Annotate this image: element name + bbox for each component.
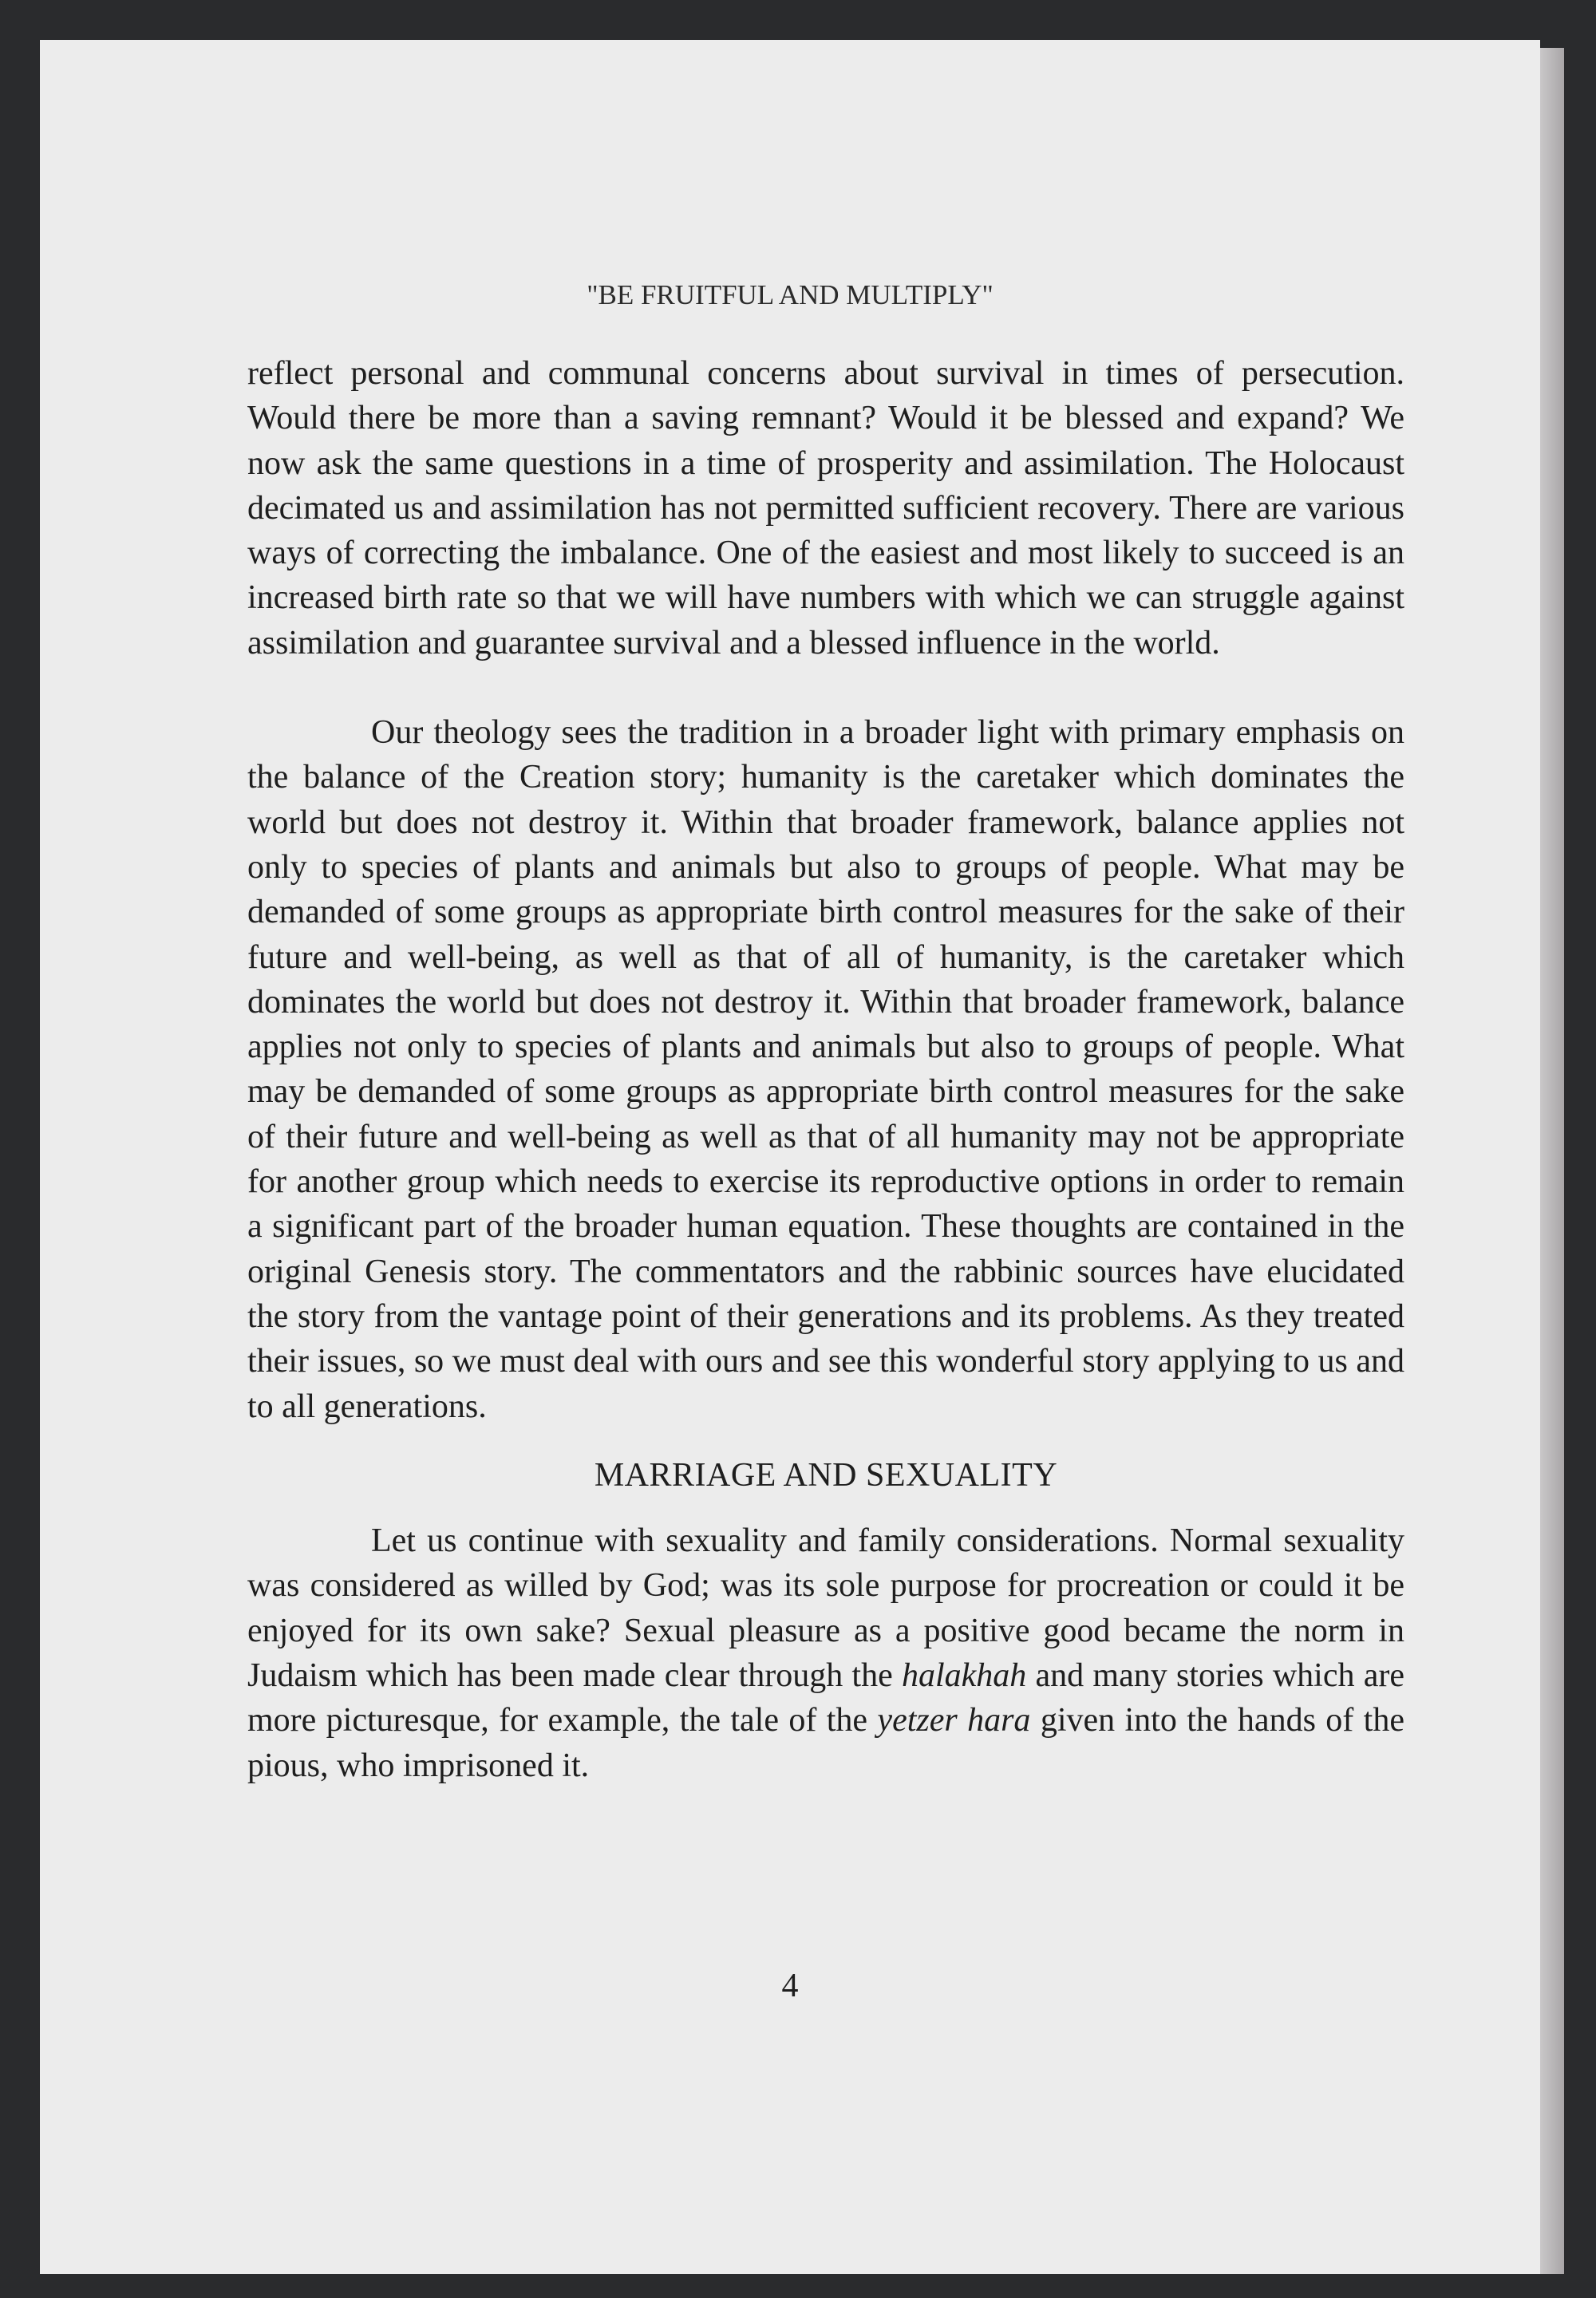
paragraph-text-b: and many stories which are more picturesque, for example, the tale of the [247, 1657, 1404, 1739]
page-number: 4 [781, 1968, 799, 2004]
italic-term-halakhah: halakhah [901, 1657, 1027, 1695]
paragraph-theology: Our theology sees the tradition in a broader light with primary emphasis on the balance of the Creation story; humanity is the caretaker which dominates the world but does not destroy it. Within that broader framework, balance applies not only to species of plants and animals but also to groups of people. What may be demanded of some groups as appropriate birth control measures for the sake of their future and well-being, as well as that of all of humanity, is the caretaker which dominates the world but does not destroy it. Within that broader framework, balance applies not only to species of plants and animals but also to groups of people. What may be demanded of some groups as appropriate birth control measures for the sake of their future and well-being as well as that of all humanity may not be appropriate for another group which needs to exercise its reproductive options in order to remain a significant part of the broader human equation. These thoughts are contained in the original Genesis story. The commentators and the rabbinic sources have elucidated the story from the vantage point of their generations and its problems. As they treated their issues, so we must deal with ours and see this wonderful story applying to us and to all generations. [247, 714, 1404, 1425]
italic-term-yetzer-hara: yetzer hara [877, 1702, 1031, 1739]
book-page [40, 40, 1540, 2274]
paragraph-sexuality [247, 1518, 1404, 1788]
paragraph-continued: reflect personal and communal concerns about survival in times of persecution. Would there be more than a saving remnant? Would it be blessed and expand? We now ask the same questions in a time of prosperity and assimilation. The Holocaust decimated us and assimilation has not permitted sufficient recovery. There are various ways of correcting the imbalance. One of the easiest and most likely to succeed is an increased birth rate so that we will have numbers with which we can struggle against assimilation and guarantee survival and a blessed influence in the world. [247, 355, 1404, 661]
running-head: "BE FRUITFUL AND MULTIPLY" [587, 279, 994, 310]
paragraph-text-c: given into the hands of the pious, who imprisoned it. [247, 1702, 1404, 1784]
section-heading: MARRIAGE AND SEXUALITY [594, 1456, 1058, 1494]
paragraph-text-a: Let us continue with sexuality and family considerations. Normal sexuality was considered as willed by God; was its sole purpose for procreation or could it be enjoyed for its own sake? Sexual pleasure as a positive good became the norm in Judaism which has been made clear through the [247, 1522, 1404, 1695]
page-edge [1540, 48, 1564, 2274]
body-text [247, 351, 1404, 1788]
